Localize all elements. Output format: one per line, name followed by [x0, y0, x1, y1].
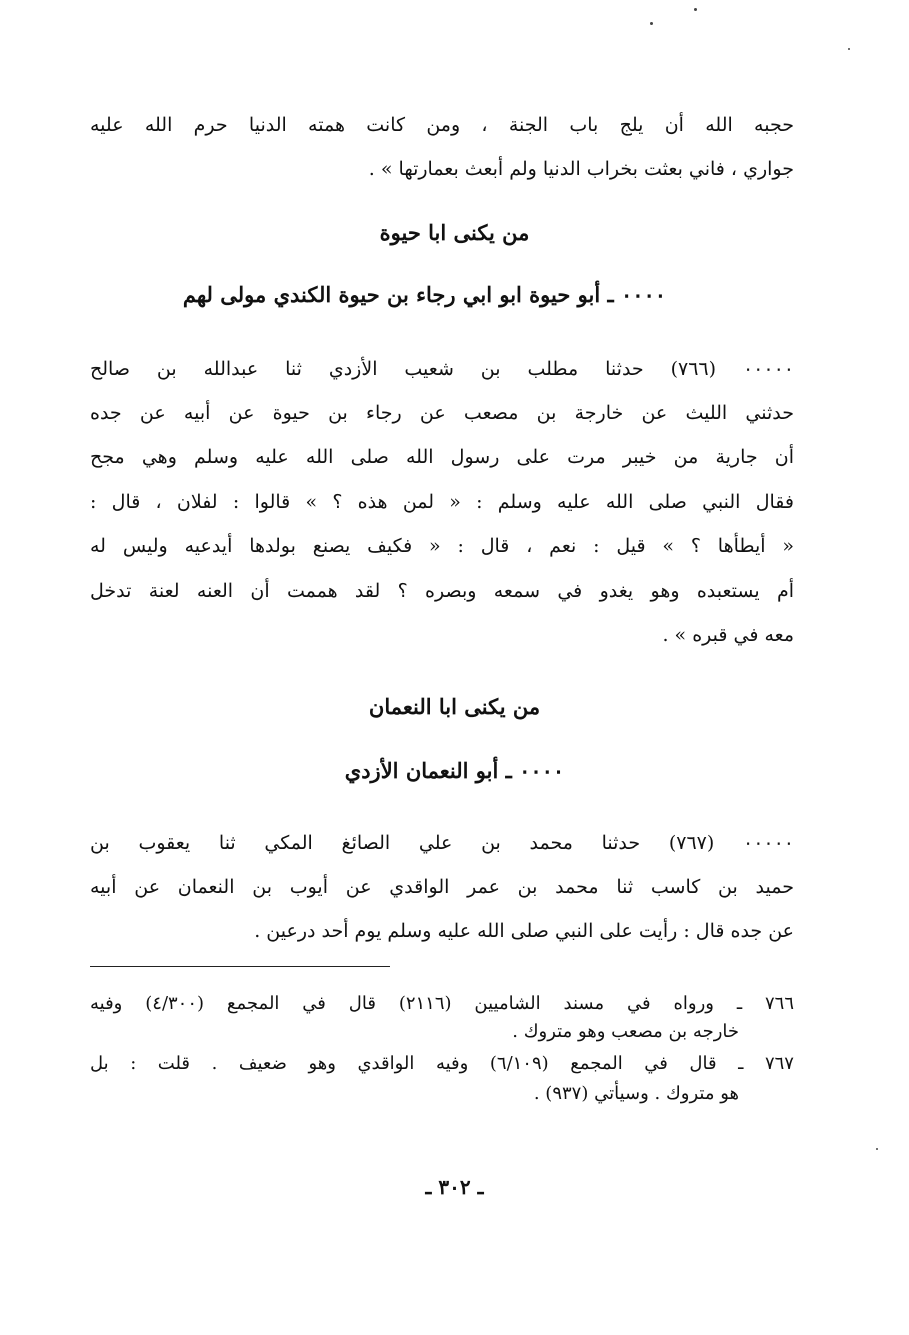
- text-line: حدثني الليث عن خارجة بن مصعب عن رجاء بن حيوة عن أبيه عن جده: [90, 402, 794, 424]
- section-subheading: ٠٠٠٠ ـ أبو حيوة ابو ابي رجاء بن حيوة الكندي مولى لهم: [182, 282, 667, 307]
- footnote-line: خارجه بن مصعب وهو متروك .: [512, 1021, 739, 1042]
- text-line: ٠٠٠٠٠ (٧٦٦) حدثنا مطلب بن شعيب الأزدي ثنا عبدالله بن صالح: [90, 358, 794, 380]
- section-heading: من يكنى ابا النعمان: [368, 694, 541, 719]
- text-line: معه في قبره » .: [662, 624, 794, 646]
- text-line: أم يستعبده وهو يغدو في سمعه وبصره ؟ لقد هممت أن العنه لعنة تدخل: [90, 580, 794, 602]
- text-line: ٠٠٠٠٠ (٧٦٧) حدثنا محمد بن علي الصائغ المكي ثنا يعقوب بن: [90, 832, 795, 854]
- scan-speck: [694, 8, 697, 11]
- text-line: عن جده قال : رأيت على النبي صلى الله عليه وسلم يوم أحد درعين .: [254, 920, 794, 942]
- scan-speck: [848, 48, 850, 50]
- footnote-line: هو متروك . وسيأتي (٩٣٧) .: [533, 1083, 739, 1104]
- text-line: حجبه الله أن يلج باب الجنة ، ومن كانت همته الدنيا حرم الله عليه: [90, 114, 794, 136]
- page-number: ـ ٣٠٢ ـ: [425, 1175, 484, 1199]
- footnote-line: ٧٦٦ ـ ورواه في مسند الشاميين (٢١١٦) قال في المجمع (٤/٣٠٠) وفيه: [90, 993, 794, 1014]
- section-subheading: ٠٠٠٠ ـ أبو النعمان الأزدي: [344, 758, 565, 783]
- footnote-line: ٧٦٧ ـ قال في المجمع (٦/١٠٩) وفيه الواقدي وهو ضعيف . قلت : بل: [90, 1053, 794, 1074]
- footnote-separator: [90, 966, 390, 967]
- text-line: « أيطأها ؟ » قيل : نعم ، قال : « فكيف يصنع بولدها أيدعيه وليس له: [90, 535, 794, 557]
- text-line: حميد بن كاسب ثنا محمد بن عمر الواقدي عن أيوب بن النعمان عن أبيه: [90, 876, 794, 898]
- section-heading: من يكنى ابا حيوة: [379, 220, 530, 245]
- scan-speck: [876, 1148, 878, 1150]
- text-line: أن جارية من خيبر مرت على رسول الله صلى الله عليه وسلم وهي مجح: [90, 446, 794, 468]
- text-line: فقال النبي صلى الله عليه وسلم : « لمن هذه ؟ » قالوا : لفلان ، قال :: [90, 491, 794, 513]
- text-line: جواري ، فاني بعثت بخراب الدنيا ولم أبعث بعمارتها » .: [368, 158, 794, 180]
- scan-speck: [650, 22, 653, 25]
